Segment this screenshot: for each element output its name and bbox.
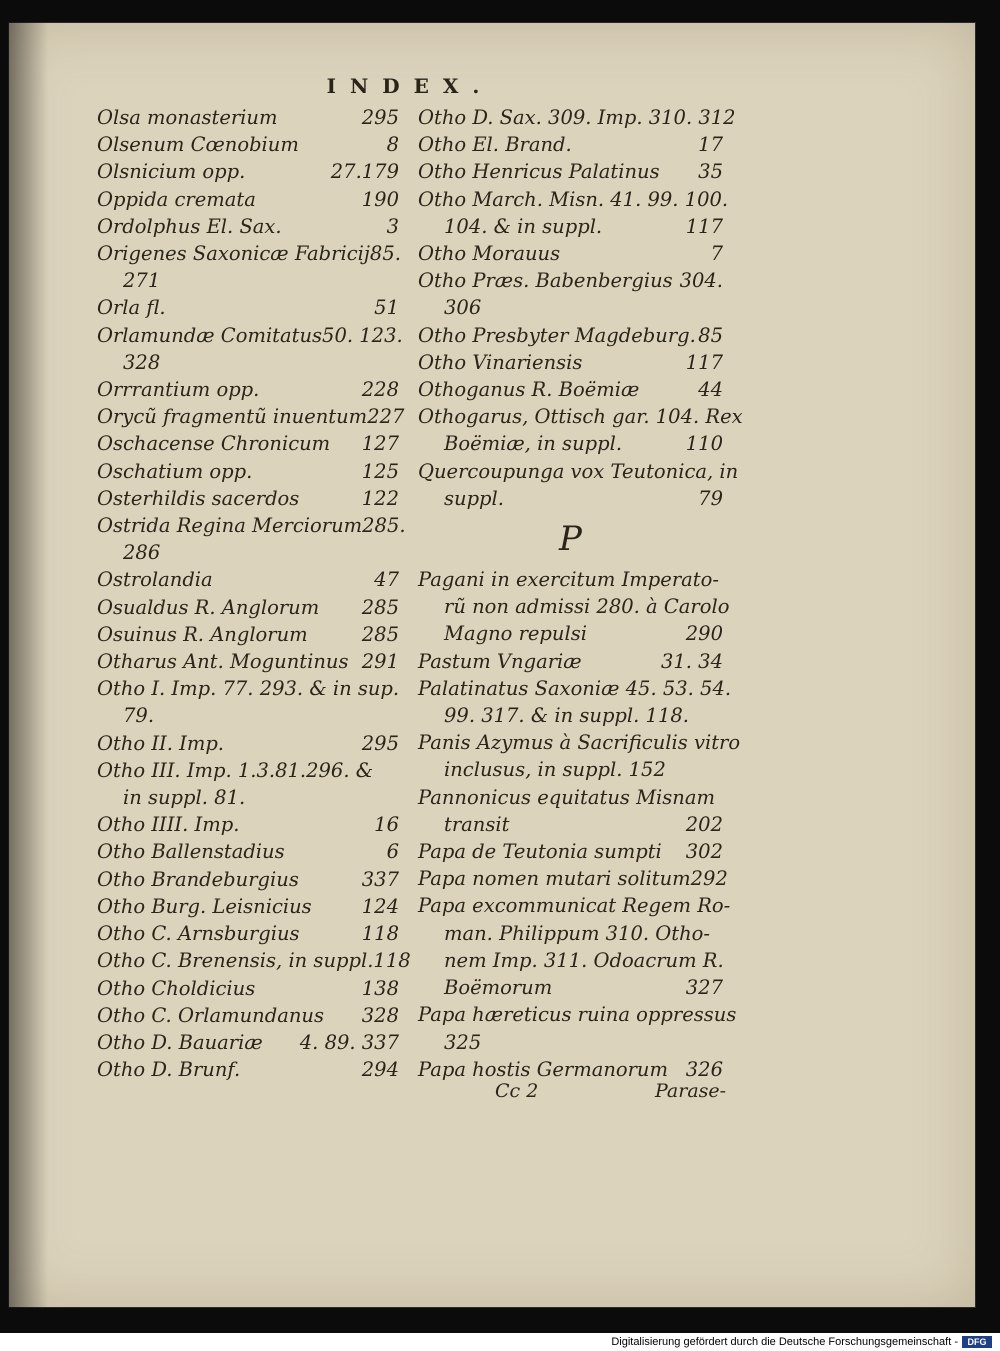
- index-column-right: [418, 104, 743, 1083]
- entry-page-ref: 337: [361, 867, 399, 891]
- entry-page-ref: 35: [698, 160, 723, 184]
- index-entry: [418, 784, 723, 838]
- entry-term: Papa hostis Germanorum: [418, 1057, 668, 1081]
- index-entry: [418, 158, 723, 185]
- index-entry: [418, 566, 730, 648]
- entry-page-ref: 124: [361, 894, 399, 918]
- entry-term: Olsa monasterium: [97, 106, 278, 129]
- entry-continuation: man. Philippum 310. Otho-: [444, 921, 711, 945]
- entry-page-ref: 295: [361, 106, 399, 129]
- entry-page-ref: 31. 34: [660, 649, 723, 673]
- entry-page-ref: 44: [698, 378, 723, 402]
- index-entry: [97, 240, 399, 294]
- entry-continuation: transit: [444, 812, 510, 836]
- entry-page-ref: 125: [361, 459, 399, 483]
- entry-term: Osualdus R. Anglorum: [97, 595, 320, 619]
- index-entry: [418, 865, 728, 892]
- entry-page-ref: 85.: [369, 242, 401, 266]
- entry-term: Papa excommunicat Regem Ro-: [418, 894, 731, 918]
- index-entry: [418, 322, 723, 349]
- entry-continuation: 79.: [123, 704, 155, 728]
- entry-term: Otho March. Misn. 41. 99. 100.: [418, 187, 729, 211]
- entry-page-ref: 302: [685, 840, 723, 864]
- index-entry: [418, 675, 732, 729]
- entry-continuation: Magno repulsi: [444, 622, 587, 646]
- entry-continuation: 271: [123, 269, 161, 293]
- index-entry: [97, 1056, 399, 1083]
- entry-term: Otho Morauus: [418, 242, 561, 266]
- entry-term: Papa nomen mutari solitum: [418, 867, 691, 891]
- entry-term: Osuinus R. Anglorum: [97, 622, 308, 646]
- entry-term: Otho El. Brand.: [418, 133, 572, 157]
- index-entry: [97, 675, 399, 729]
- index-column-left: [97, 104, 411, 1083]
- entry-term: Otho C. Orlamundanus: [97, 1003, 324, 1027]
- entry-page-ref: 117: [685, 350, 723, 374]
- entry-continuation: rũ non admissi 280. à Carolo: [444, 595, 730, 619]
- index-entry: [97, 131, 399, 158]
- entry-page-ref: 118: [373, 949, 411, 973]
- entry-term: Otho Henricus Palatinus: [418, 160, 660, 184]
- entry-term: Otho Vinariensis: [418, 350, 583, 374]
- entry-term: Pannonicus equitatus Misnam: [418, 785, 715, 809]
- index-entry: [97, 158, 399, 185]
- entry-page-ref: 51: [374, 296, 399, 320]
- entry-page-ref: 285.: [362, 514, 406, 538]
- entry-page-ref: 16: [374, 813, 399, 837]
- entry-continuation: 286: [123, 541, 161, 565]
- entry-page-ref: 118: [361, 922, 399, 946]
- entry-term: Orlamundæ Comitatus: [97, 323, 323, 347]
- entry-page-ref: 47: [374, 568, 399, 592]
- index-entry: [97, 104, 399, 131]
- index-entry: [97, 322, 403, 376]
- entry-term: Otho IIII. Imp.: [97, 813, 240, 837]
- index-entry: [97, 893, 399, 920]
- index-entry: [97, 594, 399, 621]
- index-entry: [418, 648, 723, 675]
- index-entry: [97, 920, 399, 947]
- entry-term: Otho Ballenstadius: [97, 840, 285, 864]
- entry-continuation: 325: [444, 1030, 482, 1054]
- entry-term: Otho II. Imp.: [97, 731, 224, 755]
- entry-continuation: 99. 317. & in suppl. 118.: [444, 704, 689, 728]
- entry-term: Otho Burg. Leisnicius: [97, 894, 312, 918]
- entry-term: Otho C. Brenensis, in suppl.: [97, 949, 374, 973]
- index-entry: [418, 892, 731, 1001]
- entry-continuation: in suppl. 81.: [123, 786, 246, 810]
- page-gutter-shadow: [8, 22, 48, 1308]
- entry-page-ref: 228: [361, 378, 399, 402]
- entry-page-ref: 110: [685, 432, 723, 456]
- entry-term: Ordolphus El. Sax.: [97, 214, 282, 238]
- entry-term: Otho Choldicius: [97, 976, 256, 1000]
- entry-term: Pagani in exercitum Imperato-: [418, 568, 719, 592]
- index-entry: [418, 1001, 737, 1055]
- index-entry: [97, 730, 399, 757]
- entry-page-ref: 8: [386, 133, 399, 157]
- page-header: INDEX.: [326, 74, 494, 98]
- entry-term: Papa de Teutonia sumpti: [418, 840, 662, 864]
- entry-page-ref: 294: [361, 1058, 399, 1082]
- entry-continuation: Boëmorum: [444, 976, 553, 1000]
- entry-page-ref: 190: [361, 187, 399, 211]
- entry-page-ref: 285: [361, 595, 399, 619]
- entry-term: Otho Presbyter Magdeburg.: [418, 323, 696, 347]
- entry-page-ref: 328: [361, 1003, 399, 1027]
- entry-term: Orrrantium opp.: [97, 378, 260, 402]
- entry-term: Otho Brandeburgius: [97, 867, 299, 891]
- entry-term: Olsnicium opp.: [97, 160, 246, 184]
- index-entry: [418, 458, 739, 512]
- entry-term: Osterhildis sacerdos: [97, 486, 300, 510]
- entry-term: Palatinatus Saxoniæ 45. 53. 54.: [418, 676, 732, 700]
- index-entry: [97, 566, 399, 593]
- index-entry: [418, 104, 736, 131]
- index-entry: [97, 621, 399, 648]
- entry-page-ref: 50. 123.: [322, 323, 403, 347]
- entry-term: Othoganus R. Boëmiæ: [418, 378, 640, 402]
- index-entry: [418, 729, 741, 783]
- entry-term: Ostrolandia: [97, 568, 213, 592]
- entry-term: Otho C. Arnsburgius: [97, 922, 300, 946]
- entry-continuation: suppl.: [444, 486, 504, 510]
- entry-page-ref: 202: [685, 812, 723, 836]
- entry-page-ref: 3: [386, 214, 399, 238]
- index-entry: [418, 131, 723, 158]
- entry-page-ref: 6: [386, 840, 399, 864]
- signature-mark: Cc 2: [495, 1080, 539, 1102]
- index-entry: [97, 458, 399, 485]
- entry-page-ref: 285: [361, 622, 399, 646]
- entry-page-ref: 27.179: [330, 160, 399, 184]
- index-entry: [418, 403, 743, 457]
- entry-continuation: Boëmiæ, in suppl.: [444, 432, 623, 456]
- index-entry: [418, 376, 723, 403]
- entry-term: Otharus Ant. Moguntinus: [97, 650, 349, 674]
- index-entry: [418, 1056, 723, 1083]
- entry-term: Oppida cremata: [97, 187, 256, 211]
- entry-term: Ostrida Regina Merciorum: [97, 514, 363, 538]
- index-entry: [97, 485, 399, 512]
- entry-page-ref: 292: [690, 867, 728, 891]
- entry-page-ref: 327: [685, 976, 723, 1000]
- entry-term: Oschatium opp.: [97, 459, 253, 483]
- entry-continuation: 328: [123, 350, 161, 374]
- entry-page-ref: 304.: [679, 269, 723, 293]
- index-entry: [97, 1029, 399, 1056]
- entry-term: Otho D. Bauariæ: [97, 1030, 263, 1054]
- entry-term: Olsenum Cœnobium: [97, 133, 299, 157]
- index-entry: [418, 349, 723, 376]
- entry-term: Orla fl.: [97, 296, 166, 320]
- entry-page-ref: 295: [361, 731, 399, 755]
- index-entry: [97, 648, 399, 675]
- index-entry: [418, 240, 723, 267]
- entry-term: Otho D. Sax. 309. Imp. 310. 312: [418, 106, 736, 129]
- index-entry: [418, 186, 729, 240]
- entry-page-ref: 138: [361, 976, 399, 1000]
- entry-term: Origenes Saxonicæ Fabricij: [97, 242, 370, 266]
- entry-term: Papa hæreticus ruina oppressus: [418, 1003, 737, 1027]
- index-entry: [97, 866, 399, 893]
- index-entry: [97, 213, 399, 240]
- index-entry: [97, 1002, 399, 1029]
- entry-continuation: nem Imp. 311. Odoacrum R.: [444, 948, 724, 972]
- entry-term: Otho I. Imp. 77. 293. & in sup.: [97, 677, 400, 701]
- entry-page-ref: 291: [361, 650, 399, 674]
- entry-page-ref: 7: [710, 242, 723, 266]
- entry-page-ref: 17: [698, 133, 723, 157]
- index-entry: [97, 430, 399, 457]
- index-entry: [97, 811, 399, 838]
- index-entry: [97, 186, 399, 213]
- entry-continuation: 104. & in suppl.: [444, 214, 603, 238]
- entry-term: Othogarus, Ottisch gar. 104. Rex: [418, 405, 743, 429]
- entry-term: Otho D. Brunf.: [97, 1058, 241, 1082]
- entry-term: Otho Præs. Babenbergius: [418, 269, 673, 293]
- index-entry: [418, 838, 723, 865]
- index-entry: [97, 838, 399, 865]
- entry-term: Otho III. Imp. 1.3.81.296. &: [97, 758, 374, 782]
- entry-page-ref: 122: [361, 486, 399, 510]
- index-entry: [97, 294, 399, 321]
- entry-page-ref: 4. 89. 337: [299, 1030, 399, 1054]
- entry-term: Orycũ fragmentũ inuentum: [97, 405, 368, 429]
- index-entry: [97, 512, 406, 566]
- entry-term: Quercoupunga vox Teutonica, in: [418, 459, 739, 483]
- index-entry: [418, 267, 723, 321]
- entry-page-ref: 290: [685, 622, 723, 646]
- entry-continuation: 306: [444, 296, 482, 320]
- entry-page-ref: 127: [361, 432, 399, 456]
- entry-page-ref: 117: [685, 214, 723, 238]
- entry-page-ref: 85: [698, 323, 723, 347]
- index-entry: [97, 975, 399, 1002]
- entry-continuation: inclusus, in suppl. 152: [444, 758, 666, 782]
- index-entry: [97, 947, 411, 974]
- section-letter-heading: P: [559, 519, 582, 560]
- entry-page-ref: 227: [367, 405, 405, 429]
- entry-term: Panis Azymus à Sacrificulis vitro: [418, 731, 741, 755]
- index-entry: [97, 403, 405, 430]
- dfg-logo-icon[interactable]: DFG: [962, 1336, 992, 1348]
- footer-credit: Digitalisierung gefördert durch die Deutsche Forschungsgemeinschaft -: [611, 1336, 958, 1348]
- entry-page-ref: 79: [698, 486, 723, 510]
- entry-term: Oschacense Chronicum: [97, 432, 331, 456]
- entry-page-ref: 326: [685, 1057, 723, 1081]
- index-entry: [97, 757, 399, 811]
- entry-term: Pastum Vngariæ: [418, 649, 582, 673]
- catchword: Parase-: [655, 1080, 727, 1102]
- index-entry: [97, 376, 399, 403]
